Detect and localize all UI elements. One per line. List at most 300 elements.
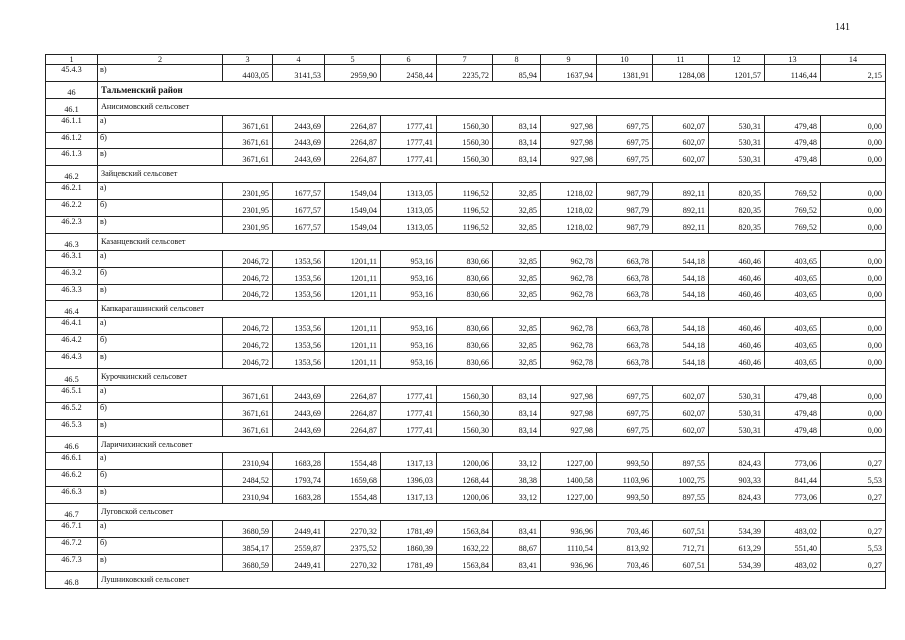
section-row bbox=[46, 436, 886, 453]
page-number: 141 bbox=[835, 22, 850, 33]
table-row bbox=[46, 318, 886, 335]
table-cell: 1201,11 bbox=[325, 250, 381, 267]
table-cell: 3680,59 bbox=[223, 554, 273, 571]
table-cell: 1860,39 bbox=[381, 537, 437, 554]
section-title: Курочкинский сельсовет bbox=[98, 369, 886, 386]
table-cell: 1313,05 bbox=[381, 217, 437, 234]
row-subitem: в) bbox=[98, 65, 223, 82]
table-cell: 530,31 bbox=[709, 149, 765, 166]
table-cell: 1554,48 bbox=[325, 487, 381, 504]
table-cell: 83,41 bbox=[493, 554, 541, 571]
table-row bbox=[46, 183, 886, 200]
table-cell: 2310,94 bbox=[223, 453, 273, 470]
row-subitem: а) bbox=[98, 318, 223, 335]
table-cell: 1110,54 bbox=[541, 537, 597, 554]
section-title: Капкарагашинский сельсовет bbox=[98, 301, 886, 318]
table-cell: 2264,87 bbox=[325, 402, 381, 419]
table-cell: 697,75 bbox=[597, 419, 653, 436]
table-cell: 2270,32 bbox=[325, 554, 381, 571]
table-cell: 663,78 bbox=[597, 267, 653, 284]
table-cell: 0,27 bbox=[821, 487, 886, 504]
table-cell: 953,16 bbox=[381, 352, 437, 369]
table-cell: 1554,48 bbox=[325, 453, 381, 470]
table-cell: 2264,87 bbox=[325, 132, 381, 149]
table-cell: 824,43 bbox=[709, 453, 765, 470]
section-code: 46.5 bbox=[46, 369, 98, 386]
table-cell: 987,79 bbox=[597, 217, 653, 234]
column-number: 7 bbox=[437, 55, 493, 65]
table-cell: 2301,95 bbox=[223, 217, 273, 234]
column-number: 1 bbox=[46, 55, 98, 65]
table-cell: 3680,59 bbox=[223, 521, 273, 538]
table-cell: 663,78 bbox=[597, 284, 653, 301]
table-cell: 936,96 bbox=[541, 521, 597, 538]
table-cell: 483,02 bbox=[765, 554, 821, 571]
table-cell: 1549,04 bbox=[325, 200, 381, 217]
table-body bbox=[46, 55, 886, 589]
row-code: 46.7.2 bbox=[46, 537, 98, 554]
row-code: 46.4.3 bbox=[46, 352, 98, 369]
table-cell: 0,27 bbox=[821, 554, 886, 571]
section-title: Анисимовский сельсовет bbox=[98, 98, 886, 115]
table-cell: 460,46 bbox=[709, 250, 765, 267]
row-subitem: в) bbox=[98, 487, 223, 504]
row-code: 46.2.2 bbox=[46, 200, 98, 217]
column-number: 2 bbox=[98, 55, 223, 65]
table-cell: 697,75 bbox=[597, 132, 653, 149]
column-number: 13 bbox=[765, 55, 821, 65]
row-subitem: в) bbox=[98, 352, 223, 369]
table-cell: 1353,56 bbox=[273, 284, 325, 301]
table-row bbox=[46, 65, 886, 82]
table-cell: 1777,41 bbox=[381, 132, 437, 149]
table-cell: 2375,52 bbox=[325, 537, 381, 554]
table-cell: 1201,57 bbox=[709, 65, 765, 82]
table-cell: 0,00 bbox=[821, 267, 886, 284]
row-code: 46.2.1 bbox=[46, 183, 98, 200]
table-cell: 769,52 bbox=[765, 200, 821, 217]
table-row bbox=[46, 149, 886, 166]
section-title: Казанцевский сельсовет bbox=[98, 233, 886, 250]
table-cell: 927,98 bbox=[541, 149, 597, 166]
section-code: 46.8 bbox=[46, 571, 98, 588]
table-cell: 530,31 bbox=[709, 419, 765, 436]
table-cell: 1353,56 bbox=[273, 250, 325, 267]
column-number: 11 bbox=[653, 55, 709, 65]
table-cell: 2264,87 bbox=[325, 419, 381, 436]
table-cell: 2264,87 bbox=[325, 385, 381, 402]
table-cell: 551,40 bbox=[765, 537, 821, 554]
table-cell: 479,48 bbox=[765, 115, 821, 132]
table-cell: 1560,30 bbox=[437, 132, 493, 149]
table-cell: 83,14 bbox=[493, 419, 541, 436]
table-cell: 1793,74 bbox=[273, 470, 325, 487]
table-cell: 1227,00 bbox=[541, 487, 597, 504]
table-cell: 703,46 bbox=[597, 521, 653, 538]
table-row bbox=[46, 217, 886, 234]
row-code: 46.1.1 bbox=[46, 115, 98, 132]
table-cell: 2458,44 bbox=[381, 65, 437, 82]
row-subitem: в) bbox=[98, 149, 223, 166]
table-cell: 460,46 bbox=[709, 284, 765, 301]
table-cell: 530,31 bbox=[709, 115, 765, 132]
table-cell: 1381,91 bbox=[597, 65, 653, 82]
row-subitem: б) bbox=[98, 132, 223, 149]
table-cell: 0,00 bbox=[821, 200, 886, 217]
row-subitem: б) bbox=[98, 402, 223, 419]
table-cell: 2449,41 bbox=[273, 521, 325, 538]
table-cell: 830,66 bbox=[437, 335, 493, 352]
table-cell: 697,75 bbox=[597, 115, 653, 132]
table-cell: 820,35 bbox=[709, 200, 765, 217]
table-cell: 1563,84 bbox=[437, 521, 493, 538]
table-cell: 1560,30 bbox=[437, 419, 493, 436]
table-cell: 769,52 bbox=[765, 217, 821, 234]
table-cell: 993,50 bbox=[597, 487, 653, 504]
table-cell: 460,46 bbox=[709, 318, 765, 335]
section-code: 46.1 bbox=[46, 98, 98, 115]
table-cell: 602,07 bbox=[653, 402, 709, 419]
table-cell: 841,44 bbox=[765, 470, 821, 487]
table-cell: 993,50 bbox=[597, 453, 653, 470]
table-cell: 820,35 bbox=[709, 183, 765, 200]
table-cell: 2443,69 bbox=[273, 132, 325, 149]
row-code: 46.1.3 bbox=[46, 149, 98, 166]
table-cell: 83,41 bbox=[493, 521, 541, 538]
row-code: 45.4.3 bbox=[46, 65, 98, 82]
table-cell: 1317,13 bbox=[381, 453, 437, 470]
table-row bbox=[46, 115, 886, 132]
table-cell: 2046,72 bbox=[223, 284, 273, 301]
table-cell: 830,66 bbox=[437, 267, 493, 284]
table-cell: 2443,69 bbox=[273, 385, 325, 402]
row-subitem: б) bbox=[98, 470, 223, 487]
table-row bbox=[46, 267, 886, 284]
table-cell: 534,39 bbox=[709, 554, 765, 571]
table-cell: 32,85 bbox=[493, 200, 541, 217]
table-cell: 2484,52 bbox=[223, 470, 273, 487]
column-number: 6 bbox=[381, 55, 437, 65]
table-cell: 1218,02 bbox=[541, 217, 597, 234]
row-subitem: в) bbox=[98, 284, 223, 301]
table-cell: 602,07 bbox=[653, 132, 709, 149]
table-cell: 0,00 bbox=[821, 419, 886, 436]
table-cell: 892,11 bbox=[653, 200, 709, 217]
table-cell: 1777,41 bbox=[381, 149, 437, 166]
table-cell: 2449,41 bbox=[273, 554, 325, 571]
table-cell: 1683,28 bbox=[273, 487, 325, 504]
table-cell: 479,48 bbox=[765, 385, 821, 402]
row-code: 46.3.1 bbox=[46, 250, 98, 267]
table-cell: 987,79 bbox=[597, 183, 653, 200]
table-cell: 897,55 bbox=[653, 487, 709, 504]
table-cell: 33,12 bbox=[493, 453, 541, 470]
row-subitem: б) bbox=[98, 267, 223, 284]
table-cell: 1677,57 bbox=[273, 217, 325, 234]
row-code: 46.2.3 bbox=[46, 217, 98, 234]
table-cell: 85,94 bbox=[493, 65, 541, 82]
table-cell: 534,39 bbox=[709, 521, 765, 538]
table-cell: 83,14 bbox=[493, 132, 541, 149]
table-cell: 544,18 bbox=[653, 250, 709, 267]
table-row bbox=[46, 453, 886, 470]
table-cell: 1781,49 bbox=[381, 521, 437, 538]
table-cell: 1549,04 bbox=[325, 217, 381, 234]
table-cell: 697,75 bbox=[597, 149, 653, 166]
section-code: 46.4 bbox=[46, 301, 98, 318]
table-cell: 2046,72 bbox=[223, 250, 273, 267]
table-cell: 544,18 bbox=[653, 267, 709, 284]
table-cell: 0,00 bbox=[821, 284, 886, 301]
table-cell: 544,18 bbox=[653, 284, 709, 301]
table-cell: 479,48 bbox=[765, 132, 821, 149]
section-title: Лушниковский сельсовет bbox=[98, 571, 886, 588]
section-code: 46.2 bbox=[46, 166, 98, 183]
section-row bbox=[46, 233, 886, 250]
table-cell: 1002,75 bbox=[653, 470, 709, 487]
column-number: 9 bbox=[541, 55, 597, 65]
table-cell: 3671,61 bbox=[223, 132, 273, 149]
table-cell: 1396,03 bbox=[381, 470, 437, 487]
table-cell: 1637,94 bbox=[541, 65, 597, 82]
table-cell: 830,66 bbox=[437, 318, 493, 335]
table-row bbox=[46, 419, 886, 436]
table-cell: 544,18 bbox=[653, 352, 709, 369]
section-row bbox=[46, 166, 886, 183]
table-cell: 530,31 bbox=[709, 402, 765, 419]
table-cell: 460,46 bbox=[709, 352, 765, 369]
row-subitem: а) bbox=[98, 453, 223, 470]
row-subitem: в) bbox=[98, 554, 223, 571]
table-cell: 1777,41 bbox=[381, 385, 437, 402]
row-code: 46.3.3 bbox=[46, 284, 98, 301]
table-cell: 663,78 bbox=[597, 250, 653, 267]
table-cell: 773,06 bbox=[765, 487, 821, 504]
table-cell: 32,85 bbox=[493, 284, 541, 301]
table-cell: 0,00 bbox=[821, 115, 886, 132]
table-cell: 403,65 bbox=[765, 267, 821, 284]
table-cell: 927,98 bbox=[541, 419, 597, 436]
table-cell: 483,02 bbox=[765, 521, 821, 538]
table-cell: 1549,04 bbox=[325, 183, 381, 200]
table-cell: 769,52 bbox=[765, 183, 821, 200]
table-cell: 1218,02 bbox=[541, 183, 597, 200]
table-cell: 663,78 bbox=[597, 335, 653, 352]
table-cell: 1560,30 bbox=[437, 385, 493, 402]
table-cell: 1196,52 bbox=[437, 200, 493, 217]
table-cell: 4403,05 bbox=[223, 65, 273, 82]
table-cell: 2443,69 bbox=[273, 419, 325, 436]
table-cell: 1683,28 bbox=[273, 453, 325, 470]
table-cell: 544,18 bbox=[653, 335, 709, 352]
table-cell: 824,43 bbox=[709, 487, 765, 504]
table-cell: 1560,30 bbox=[437, 402, 493, 419]
table-cell: 953,16 bbox=[381, 267, 437, 284]
table-cell: 773,06 bbox=[765, 453, 821, 470]
table-cell: 663,78 bbox=[597, 352, 653, 369]
row-subitem: в) bbox=[98, 217, 223, 234]
table-cell: 1103,96 bbox=[597, 470, 653, 487]
tariff-table bbox=[45, 54, 886, 589]
table-cell: 0,27 bbox=[821, 453, 886, 470]
table-cell: 927,98 bbox=[541, 402, 597, 419]
table-cell: 32,85 bbox=[493, 267, 541, 284]
table-cell: 1563,84 bbox=[437, 554, 493, 571]
table-cell: 544,18 bbox=[653, 318, 709, 335]
table-cell: 88,67 bbox=[493, 537, 541, 554]
section-title: Зайцевский сельсовет bbox=[98, 166, 886, 183]
table-row bbox=[46, 200, 886, 217]
table-cell: 5,53 bbox=[821, 470, 886, 487]
table-cell: 1196,52 bbox=[437, 217, 493, 234]
table-row bbox=[46, 402, 886, 419]
column-number: 8 bbox=[493, 55, 541, 65]
table-cell: 479,48 bbox=[765, 149, 821, 166]
table-row bbox=[46, 352, 886, 369]
table-cell: 3854,17 bbox=[223, 537, 273, 554]
table-cell: 962,78 bbox=[541, 250, 597, 267]
row-subitem: а) bbox=[98, 250, 223, 267]
table-cell: 697,75 bbox=[597, 402, 653, 419]
table-cell: 0,00 bbox=[821, 335, 886, 352]
row-subitem: б) bbox=[98, 335, 223, 352]
row-code: 46.5.3 bbox=[46, 419, 98, 436]
table-cell: 953,16 bbox=[381, 284, 437, 301]
table-cell: 460,46 bbox=[709, 267, 765, 284]
table-cell: 602,07 bbox=[653, 385, 709, 402]
table-cell: 1317,13 bbox=[381, 487, 437, 504]
table-cell: 1284,08 bbox=[653, 65, 709, 82]
table-cell: 1200,06 bbox=[437, 453, 493, 470]
table-cell: 927,98 bbox=[541, 132, 597, 149]
table-cell: 1146,44 bbox=[765, 65, 821, 82]
table-cell: 2443,69 bbox=[273, 115, 325, 132]
column-number: 3 bbox=[223, 55, 273, 65]
table-cell: 892,11 bbox=[653, 217, 709, 234]
table-cell: 2046,72 bbox=[223, 318, 273, 335]
row-code: 46.5.2 bbox=[46, 402, 98, 419]
section-row bbox=[46, 301, 886, 318]
table-cell: 5,53 bbox=[821, 537, 886, 554]
table-cell: 2310,94 bbox=[223, 487, 273, 504]
table-cell: 1777,41 bbox=[381, 115, 437, 132]
table-cell: 3141,53 bbox=[273, 65, 325, 82]
table-cell: 0,00 bbox=[821, 250, 886, 267]
table-cell: 613,29 bbox=[709, 537, 765, 554]
table-cell: 2959,90 bbox=[325, 65, 381, 82]
table-cell: 1227,00 bbox=[541, 453, 597, 470]
table-cell: 0,00 bbox=[821, 352, 886, 369]
row-code: 46.1.2 bbox=[46, 132, 98, 149]
row-subitem: а) bbox=[98, 115, 223, 132]
table-cell: 460,46 bbox=[709, 335, 765, 352]
section-code: 46.3 bbox=[46, 233, 98, 250]
column-number: 10 bbox=[597, 55, 653, 65]
table-row bbox=[46, 487, 886, 504]
table-cell: 1313,05 bbox=[381, 200, 437, 217]
section-row bbox=[46, 369, 886, 386]
table-cell: 2264,87 bbox=[325, 115, 381, 132]
table-cell: 2046,72 bbox=[223, 352, 273, 369]
column-number: 14 bbox=[821, 55, 886, 65]
table-cell: 3671,61 bbox=[223, 402, 273, 419]
table-cell: 607,51 bbox=[653, 521, 709, 538]
table-cell: 33,12 bbox=[493, 487, 541, 504]
row-code: 46.3.2 bbox=[46, 267, 98, 284]
table-cell: 712,71 bbox=[653, 537, 709, 554]
table-cell: 32,85 bbox=[493, 217, 541, 234]
table-cell: 936,96 bbox=[541, 554, 597, 571]
table-cell: 1777,41 bbox=[381, 402, 437, 419]
row-subitem: б) bbox=[98, 537, 223, 554]
table-cell: 1200,06 bbox=[437, 487, 493, 504]
table-cell: 892,11 bbox=[653, 183, 709, 200]
row-code: 46.6.1 bbox=[46, 453, 98, 470]
table-cell: 403,65 bbox=[765, 318, 821, 335]
row-subitem: в) bbox=[98, 419, 223, 436]
table-cell: 0,00 bbox=[821, 402, 886, 419]
table-cell: 703,46 bbox=[597, 554, 653, 571]
table-cell: 0,00 bbox=[821, 132, 886, 149]
table-row bbox=[46, 537, 886, 554]
table-row bbox=[46, 335, 886, 352]
table-cell: 3671,61 bbox=[223, 419, 273, 436]
table-cell: 403,65 bbox=[765, 335, 821, 352]
table-cell: 2046,72 bbox=[223, 335, 273, 352]
table-cell: 2301,95 bbox=[223, 200, 273, 217]
table-cell: 987,79 bbox=[597, 200, 653, 217]
table-row bbox=[46, 385, 886, 402]
table-cell: 32,85 bbox=[493, 335, 541, 352]
table-cell: 83,14 bbox=[493, 149, 541, 166]
table-cell: 3671,61 bbox=[223, 149, 273, 166]
table-cell: 32,85 bbox=[493, 352, 541, 369]
table-cell: 830,66 bbox=[437, 352, 493, 369]
table-cell: 962,78 bbox=[541, 352, 597, 369]
table-cell: 663,78 bbox=[597, 318, 653, 335]
section-title: Тальменский район bbox=[98, 81, 886, 98]
table-cell: 602,07 bbox=[653, 115, 709, 132]
column-number: 4 bbox=[273, 55, 325, 65]
table-cell: 962,78 bbox=[541, 267, 597, 284]
section-code: 46.6 bbox=[46, 436, 98, 453]
table-cell: 962,78 bbox=[541, 284, 597, 301]
table-cell: 927,98 bbox=[541, 115, 597, 132]
table-cell: 813,92 bbox=[597, 537, 653, 554]
table-cell: 2301,95 bbox=[223, 183, 273, 200]
row-code: 46.7.1 bbox=[46, 521, 98, 538]
table-cell: 1353,56 bbox=[273, 267, 325, 284]
table-cell: 1677,57 bbox=[273, 200, 325, 217]
row-code: 46.5.1 bbox=[46, 385, 98, 402]
table-cell: 1560,30 bbox=[437, 115, 493, 132]
table-row bbox=[46, 284, 886, 301]
table-cell: 1777,41 bbox=[381, 419, 437, 436]
table-cell: 1353,56 bbox=[273, 318, 325, 335]
table-cell: 2270,32 bbox=[325, 521, 381, 538]
table-row bbox=[46, 132, 886, 149]
table-cell: 38,38 bbox=[493, 470, 541, 487]
table-cell: 1677,57 bbox=[273, 183, 325, 200]
table-cell: 1268,44 bbox=[437, 470, 493, 487]
table-cell: 1560,30 bbox=[437, 149, 493, 166]
table-cell: 1201,11 bbox=[325, 267, 381, 284]
table-cell: 83,14 bbox=[493, 115, 541, 132]
table-cell: 2235,72 bbox=[437, 65, 493, 82]
section-row bbox=[46, 98, 886, 115]
row-code: 46.7.3 bbox=[46, 554, 98, 571]
table-cell: 1632,22 bbox=[437, 537, 493, 554]
